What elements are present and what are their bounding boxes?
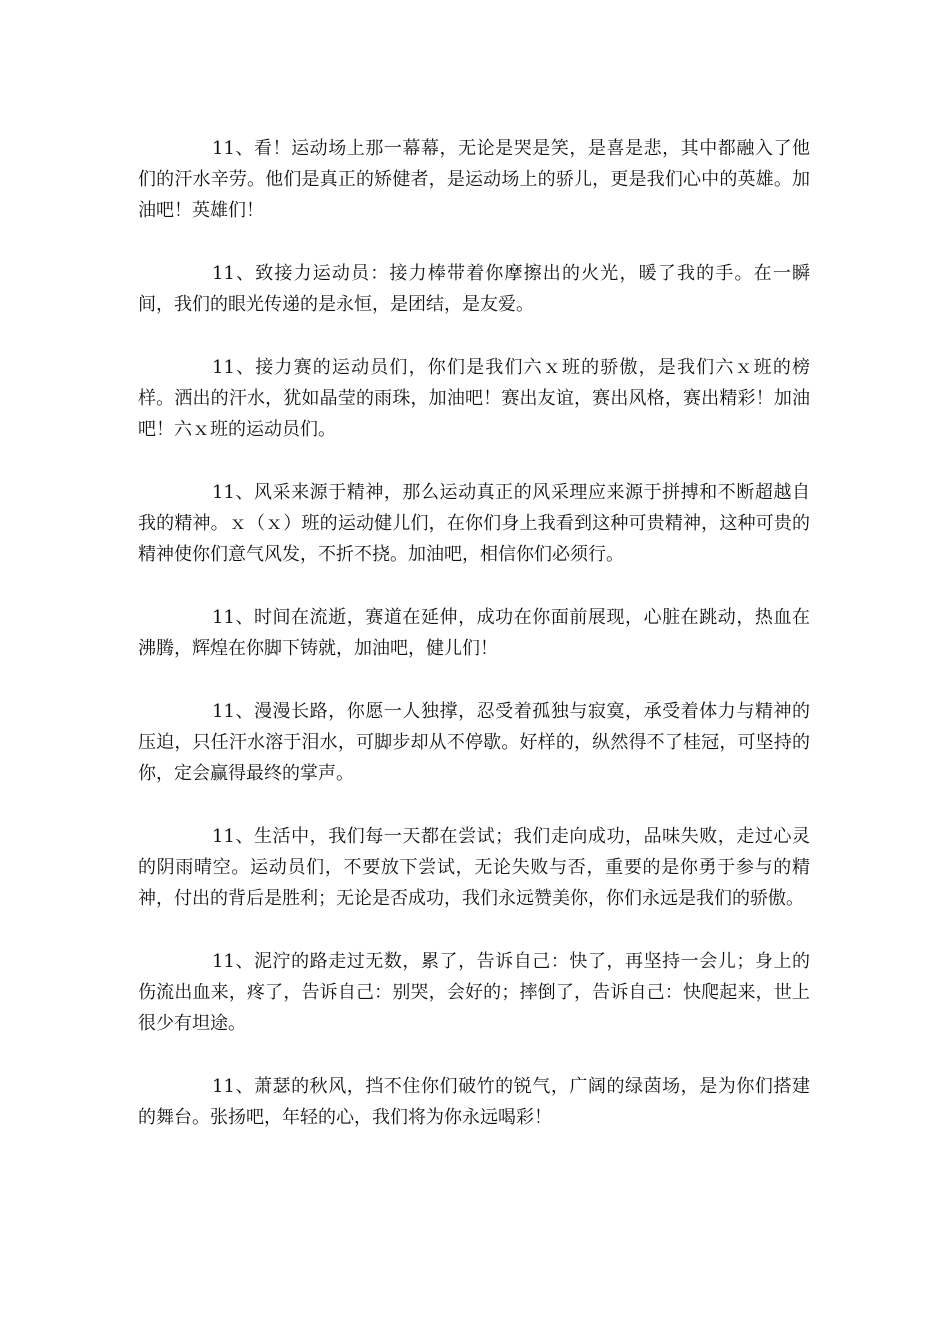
paragraph-5: 11、时间在流逝，赛道在延伸，成功在你面前展现，心脏在跳动，热血在沸腾，辉煌在你脚下铸就，加油吧，健儿们！	[138, 607, 810, 659]
paragraph-6: 11、漫漫长路，你愿一人独撑，忍受着孤独与寂寞，承受着体力与精神的压迫，只任汗水溶于泪水，可脚步却从不停歇。好样的，纵然得不了桂冠，可坚持的你，定会赢得最终的掌声。	[138, 701, 810, 784]
document-body	[138, 133, 810, 1165]
paragraph-1: 11、看！运动场上那一幕幕，无论是哭是笑，是喜是悲，其中都融入了他们的汗水辛劳。他们是真正的矫健者，是运动场上的骄儿，更是我们心中的英雄。加油吧！英雄们！	[138, 138, 810, 221]
paragraph-9: 11、萧瑟的秋风，挡不住你们破竹的锐气，广阔的绿茵场，是为你们搭建的舞台。张扬吧，年轻的心，我们将为你永远喝彩！	[138, 1076, 810, 1128]
paragraph-3: 11、接力赛的运动员们，你们是我们六ｘ班的骄傲，是我们六ｘ班的榜样。洒出的汗水，犹如晶莹的雨珠，加油吧！赛出友谊，赛出风格，赛出精彩！加油吧！六ｘ班的运动员们。	[138, 357, 810, 440]
paragraph-4: 11、风采来源于精神，那么运动真正的风采理应来源于拼搏和不断超越自我的精神。ｘ（ｘ）班的运动健儿们，在你们身上我看到这种可贵精神，这种可贵的精神使你们意气风发，不折不挠。加油吧，相信你们必须行。	[138, 482, 810, 565]
paragraph-2: 11、致接力运动员：接力棒带着你摩擦出的火光，暖了我的手。在一瞬间，我们的眼光传递的是永恒，是团结，是友爱。	[138, 263, 810, 315]
paragraph-8: 11、泥泞的路走过无数，累了，告诉自己：快了，再坚持一会儿；身上的伤流出血来，疼了，告诉自己：别哭，会好的；摔倒了，告诉自己：快爬起来，世上很少有坦途。	[138, 951, 810, 1034]
paragraph-7: 11、生活中，我们每一天都在尝试；我们走向成功，品味失败，走过心灵的阴雨晴空。运动员们，不要放下尝试，无论失败与否，重要的是你勇于参与的精神，付出的背后是胜利；无论是否成功，我们永远赞美你，你们永远是我们的骄傲。	[138, 826, 810, 909]
